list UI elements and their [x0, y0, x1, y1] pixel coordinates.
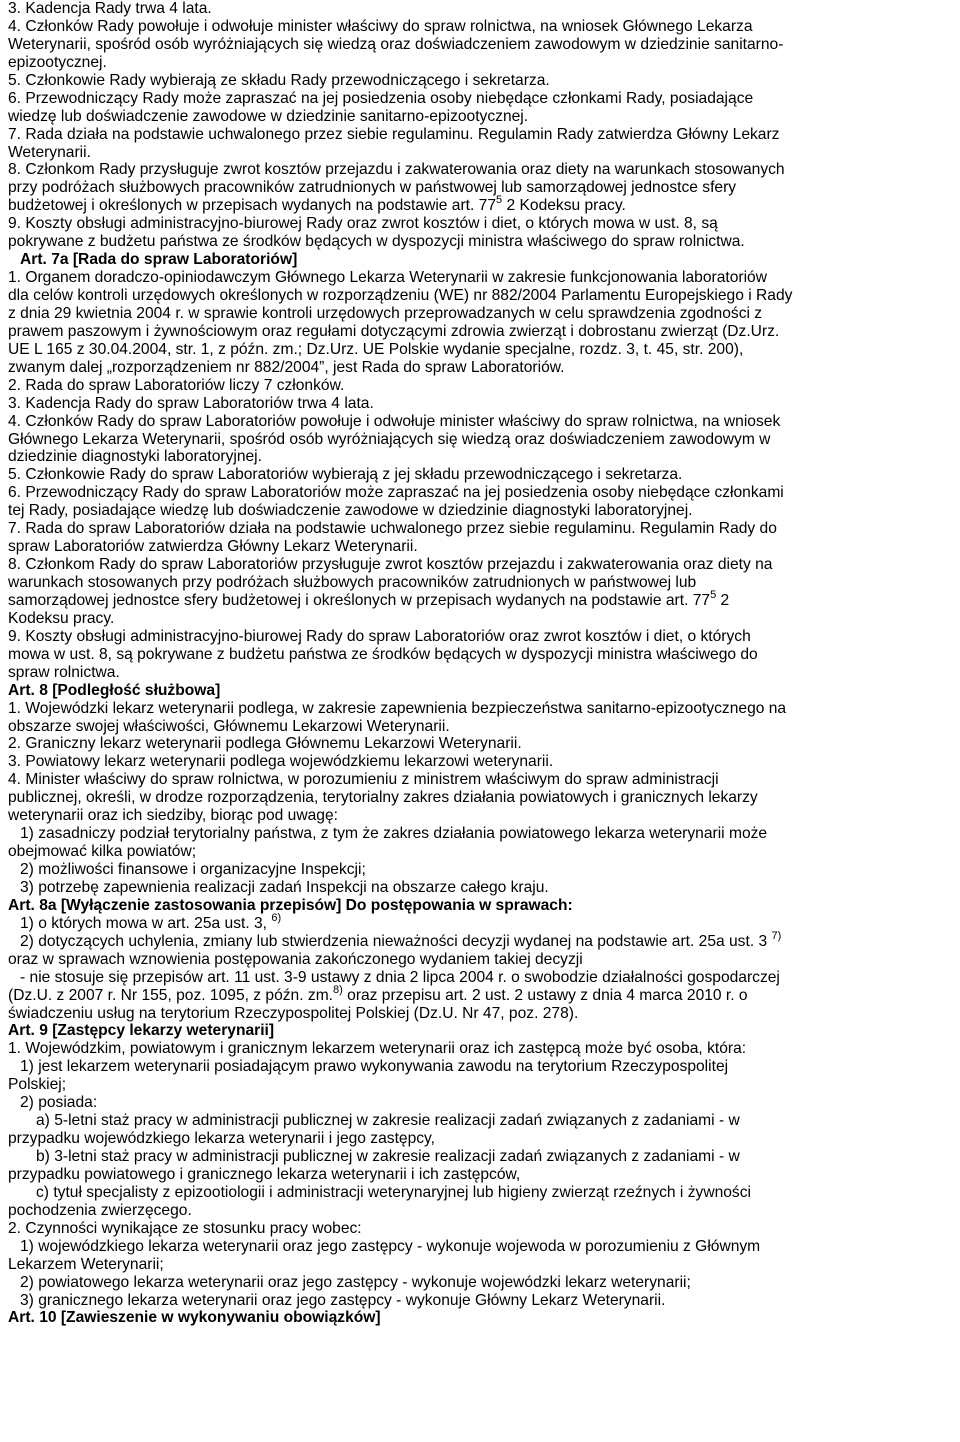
text-line: spraw Laboratoriów zatwierdza Główny Lekarz Weterynarii.	[8, 538, 418, 556]
text-line: 2. Rada do spraw Laboratoriów liczy 7 członków.	[8, 376, 345, 394]
text-line: zwanym dalej „rozporządzeniem nr 882/2004”, jest Rada do spraw Laboratoriów.	[8, 358, 565, 376]
article-heading-10: Art. 10 [Zawieszenie w wykonywaniu obowiązków]	[8, 1309, 381, 1327]
text-line: Weterynarii.	[8, 143, 91, 161]
text-line: świadczeniu usług na terytorium Rzeczypospolitej Polskiej (Dz.U. Nr 47, poz. 278).	[8, 1004, 579, 1022]
text-segment: 2 Kodeksu pracy.	[506, 197, 626, 215]
text-line: 4. Minister właściwy do spraw rolnictwa, w porozumieniu z ministrem właściwym do spraw administracji	[8, 771, 719, 789]
text-line: wiedzę lub doświadczenie zawodowe w dziedzinie sanitarno-epizootycznej.	[8, 107, 529, 125]
text-line: 5. Członkowie Rady wybierają ze składu Rady przewodniczącego i sekretarza.	[8, 71, 550, 89]
document-page	[8, 0, 954, 1327]
text-line: obszarze swojej właściwości, Głównemu Lekarzowi Weterynarii.	[8, 717, 450, 735]
list-item: 2) powiatowego lekarza weterynarii oraz jego zastępcy - wykonuje wojewódzki lekarz weterynarii;	[20, 1273, 691, 1291]
text-line-art77	[8, 588, 954, 610]
text-line: 1. Wojewódzki lekarz weterynarii podlega, w zakresie zapewnienia bezpieczeństwa sanitarno-epizootycznego na	[8, 699, 787, 717]
text-line: 9. Koszty obsługi administracyjno-biurowej Rady do spraw Laboratoriów oraz zwrot kosztów i diet, o których	[8, 627, 751, 645]
text-line: - nie stosuje się przepisów art. 11 ust. 3-9 ustawy z dnia 2 lipca 2004 r. o swobodzie działalności gospodarczej	[20, 968, 780, 986]
text-line: oraz w sprawach wznowienia postępowania zakończonego wydaniem takiej decyzji	[8, 950, 583, 968]
list-item: 2) możliwości finansowe i organizacyjne Inspekcji;	[20, 861, 366, 878]
text-line: Lekarzem Weterynarii;	[8, 1255, 164, 1273]
text-line: 8. Członkom Rady przysługuje zwrot kosztów przejazdu i zakwaterowania oraz diety na warunkach stosowanych	[8, 161, 785, 179]
article-heading-8a: Art. 8a [Wyłączenie zastosowania przepisów] Do postępowania w sprawach:	[8, 896, 573, 914]
text-line: UE L 165 z 30.04.2004, str. 1, z późn. zm.; Dz.Urz. UE Polskie wydanie specjalne, rozdz. 3, t. 45, str. 200),	[8, 340, 744, 358]
text-line: Głównego Lekarza Weterynarii, spośród osób wyróżniających się wiedzą oraz doświadczeniem zawodowym w	[8, 430, 771, 448]
text-line: 6. Przewodniczący Rady do spraw Laboratoriów może zapraszać na jej posiedzenia osoby niebędące członkami	[8, 484, 784, 502]
text-line: Kodeksu pracy.	[8, 609, 115, 627]
list-item: c) tytuł specjalisty z epizootiologii i administracji weterynaryjnej lub higieny zwierząt rzeźnych i żywności	[36, 1183, 751, 1201]
list-item	[8, 929, 954, 951]
text-segment: 2) dotyczących uchylenia, zmiany lub stwierdzenia nieważności decyzji wydanej na podstawie art. 25a ust. 3	[20, 932, 768, 950]
footnote-ref-7[interactable]: 7)	[771, 929, 782, 942]
list-item: 1) jest lekarzem weterynarii posiadającym prawo wykonywania zawodu na terytorium Rzeczypospolitej	[20, 1058, 729, 1076]
text-line-art77	[8, 194, 954, 215]
text-line: 4. Członków Rady powołuje i odwołuje minister właściwy do spraw rolnictwa, na wniosek Głównego Lekarza	[8, 17, 753, 35]
text-line: publicznej, określi, w drodze rozporządzenia, terytorialny zakres działania powiatowych i granicznych lekarzy	[8, 789, 758, 807]
text-line: epizootycznej.	[8, 53, 107, 71]
list-item: a) 5-letni staż pracy w administracji publicznej w zakresie realizacji zadań związanych z zadaniami - w	[36, 1112, 740, 1130]
text-segment: 2	[716, 591, 730, 609]
text-segment: (Dz.U. z 2007 r. Nr 155, poz. 1095, z późn. zm.	[8, 986, 334, 1004]
article-heading-7a: Art. 7a [Rada do spraw Laboratoriów]	[20, 251, 298, 269]
text-line: 9. Koszty obsługi administracyjno-biurowej Rady oraz zwrot kosztów i diet, o których mowa w ust. 8, są	[8, 215, 718, 233]
text-line: 8. Członkom Rady do spraw Laboratoriów przysługuje zwrot kosztów przejazdu i zakwaterowania oraz diety na	[8, 556, 773, 574]
text-line: 2. Graniczny lekarz weterynarii podlega Głównemu Lekarzowi Weterynarii.	[8, 735, 522, 753]
text-line: mowa w ust. 8, są pokrywane z budżetu państwa ze środków będących w dyspozycji ministra właściwego do	[8, 645, 758, 663]
text-line: 6. Przewodniczący Rady może zapraszać na jej posiedzenia osoby niebędące członkami Rady, posiadające	[8, 89, 754, 107]
text-line: warunkach stosowanych przy podróżach służbowych pracowników zatrudnionych w państwowej lub	[8, 574, 697, 591]
text-line: spraw rolnictwa.	[8, 663, 120, 681]
list-item: b) 3-letni staż pracy w administracji publicznej w zakresie realizacji zadań związanych z zadaniami - w	[36, 1148, 740, 1165]
superscript: 5	[496, 194, 503, 207]
text-line: przypadku powiatowego i granicznego lekarza weterynarii i ich zastępców,	[8, 1165, 521, 1183]
superscript: 5	[710, 588, 717, 601]
text-line: 7. Rada do spraw Laboratoriów działa na podstawie uchwalonego przez siebie regulaminu. Regulamin Rady do	[8, 520, 777, 538]
text-line: 1. Organem doradczo-opiniodawczym Głównego Lekarza Weterynarii w zakresie funkcjonowania laboratoriów	[8, 269, 767, 287]
text-line: 2. Czynności wynikające ze stosunku pracy wobec:	[8, 1219, 362, 1237]
text-line: przypadku wojewódzkiego lekarza weterynarii i jego zastępcy,	[8, 1130, 436, 1148]
text-segment: 1) o których mowa w art. 25a ust. 3,	[20, 914, 268, 932]
text-line: 4. Członków Rady do spraw Laboratoriów powołuje i odwołuje minister właściwy do spraw rolnictwa, na wniosek	[8, 412, 781, 430]
text-segment: budżetowej i określonych w przepisach wydanych na podstawie art. 77	[8, 197, 497, 215]
article-heading-9: Art. 9 [Zastępcy lekarzy weterynarii]	[8, 1022, 275, 1040]
list-item	[8, 911, 954, 933]
footnote-ref-8[interactable]: 8)	[333, 983, 343, 996]
list-item: 3) potrzebę zapewnienia realizacji zadań Inspekcji na obszarze całego kraju.	[20, 878, 549, 896]
text-line: tej Rady, posiadające wiedzę lub doświadczenie zawodowe w dziedzinie diagnostyki laboratoryjnej.	[8, 502, 693, 520]
footnote-ref-6[interactable]: 6)	[271, 911, 282, 924]
text-line: 3. Kadencja Rady trwa 4 lata.	[8, 0, 212, 17]
text-line: Polskiej;	[8, 1076, 67, 1094]
text-line: pochodzenia zwierzęcego.	[8, 1201, 192, 1219]
text-line: 7. Rada działa na podstawie uchwalonego przez siebie regulaminu. Regulamin Rady zatwierdza Główny Lekarz	[8, 125, 780, 143]
text-line: Weterynarii, spośród osób wyróżniających się wiedzą oraz doświadczeniem zawodowym w dziedzinie sanitarno-	[8, 35, 784, 53]
text-line: pokrywane z budżetu państwa ze środków będących w dyspozycji ministra właściwego do spraw rolnictwa.	[8, 233, 745, 251]
text-line: 5. Członkowie Rady do spraw Laboratoriów wybierają z jej składu przewodniczącego i sekretarza.	[8, 466, 683, 484]
text-segment: oraz przepisu art. 2 ust. 2 ustawy z dnia 4 marca 2010 r. o	[342, 986, 748, 1004]
article-heading-8: Art. 8 [Podległość służbowa]	[8, 681, 221, 699]
list-item: 1) wojewódzkiego lekarza weterynarii oraz jego zastępcy - wykonuje wojewoda w porozumieniu z Głównym	[20, 1237, 761, 1255]
text-line: 3. Kadencja Rady do spraw Laboratoriów trwa 4 lata.	[8, 394, 374, 412]
list-item: 2) posiada:	[20, 1094, 98, 1112]
text-segment: samorządowej jednostce sfery budżetowej i określonych w przepisach wydanych na podstawie art. 77	[8, 591, 711, 609]
text-line: 3. Powiatowy lekarz weterynarii podlega wojewódzkiemu lekarzowi weterynarii.	[8, 753, 554, 771]
list-item: 3) granicznego lekarza weterynarii oraz jego zastępcy - wykonuje Główny Lekarz Weterynarii.	[20, 1291, 666, 1309]
text-line: 1. Wojewódzkim, powiatowym i granicznym lekarzem weterynarii oraz ich zastępcą może być osoba, która:	[8, 1040, 747, 1058]
text-line	[8, 983, 954, 1005]
list-item: 1) zasadniczy podział terytorialny państwa, z tym że zakres działania powiatowego lekarza weterynarii może	[20, 825, 768, 843]
text-line: prawem paszowym i żywnościowym oraz regułami dotyczącymi zdrowia zwierząt i dobrostanu zwierząt (Dz.Urz.	[8, 322, 780, 340]
text-line: weterynarii oraz ich siedziby, biorąc pod uwagę:	[8, 807, 338, 825]
text-line: przy podróżach służbowych pracowników zatrudnionych w państwowej lub samorządowej jednostce sfery	[8, 179, 737, 197]
text-line: dla celów kontroli urzędowych określonych w rozporządzeniu (WE) nr 882/2004 Parlamentu Europejskiego i Rady	[8, 287, 793, 304]
text-line: z dnia 29 kwietnia 2004 r. w sprawie kontroli urzędowych przeprowadzanych w celu sprawdzenia zgodności z	[8, 304, 763, 322]
text-line: obejmować kilka powiatów;	[8, 843, 197, 861]
text-line: dziedzinie diagnostyki laboratoryjnej.	[8, 448, 262, 466]
